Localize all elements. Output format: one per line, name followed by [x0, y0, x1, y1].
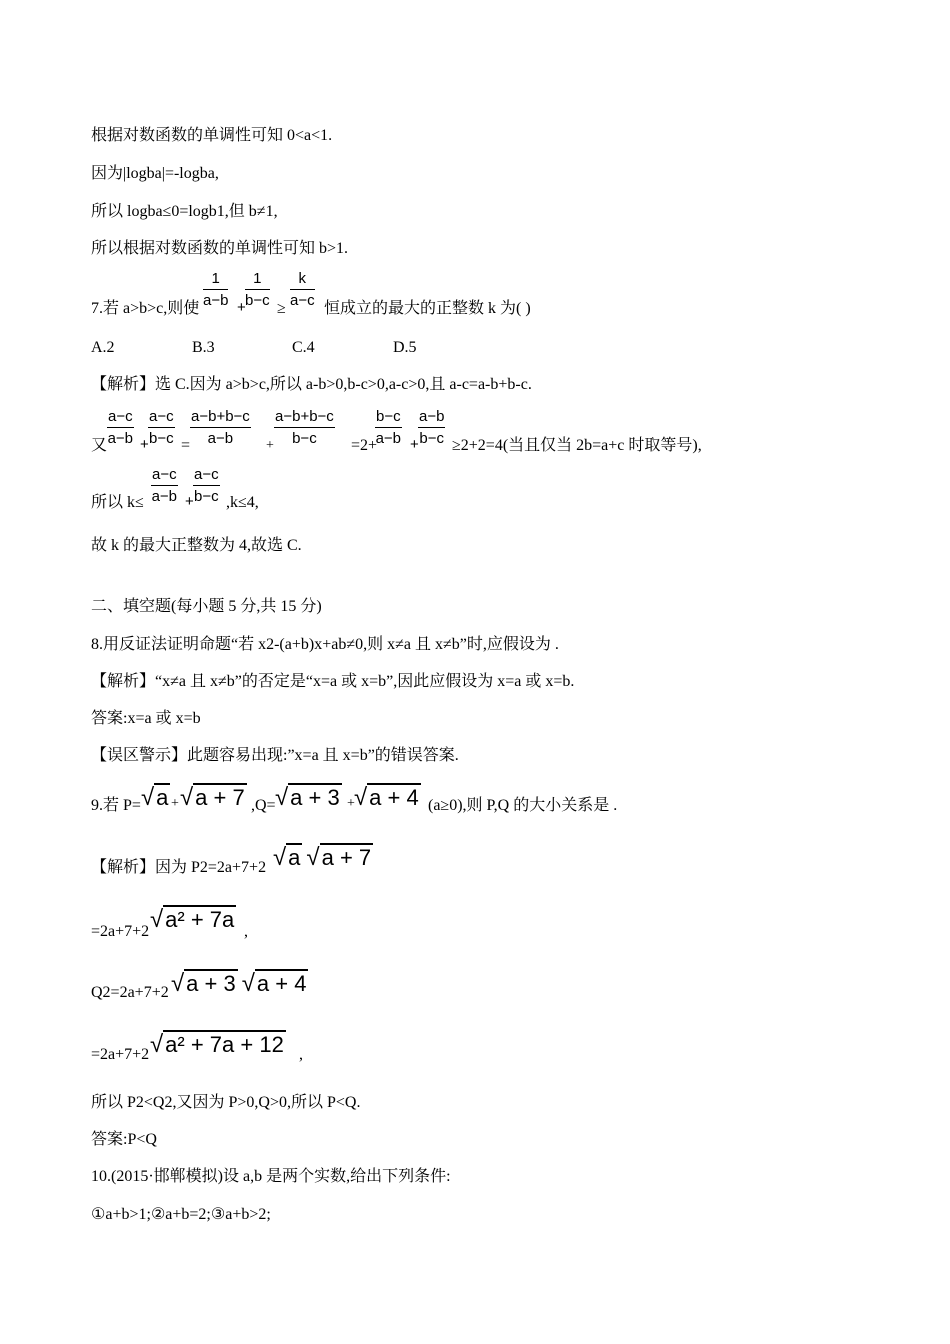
fraction: $\frac{a-c}{a-b}$	[151, 466, 178, 505]
text-fragment: ,	[244, 923, 248, 940]
text-line: 因为|logba|=-logba,	[91, 165, 219, 182]
sqrt-expression: √a + 3 √a + 4	[171, 970, 307, 997]
section-heading: 二、填空题(每小题 5 分,共 15 分)	[91, 598, 322, 615]
fraction: $\frac{k}{a-c}$	[290, 270, 315, 309]
text-line: =2a+7+2	[91, 1046, 150, 1063]
fraction: $\frac{1}{b-c}$	[245, 270, 270, 309]
text-fragment: =2+	[351, 437, 378, 454]
text-line: 所以根据对数函数的单调性可知 b>1.	[91, 240, 349, 257]
plus-sign: +	[237, 299, 246, 316]
text-fragment: 又	[91, 437, 108, 454]
option-c: C.4	[292, 339, 315, 356]
question-8: 8.用反证法证明命题“若 x2-(a+b)x+ab≠0,则 x≠a 且 x≠b”时,应假设为 .	[91, 636, 559, 653]
fraction: $\frac{1}{a-b}$	[203, 270, 229, 309]
q7-tail: 恒成立的最大的正整数 k 为( )	[324, 300, 531, 317]
q9-analysis: 【解析】因为 P2=2a+7+2	[91, 859, 267, 876]
text-line: Q2=2a+7+2	[91, 984, 169, 1001]
option-a: A.2	[91, 339, 115, 356]
fraction: $\frac{a-b}{b-c}$	[419, 408, 445, 447]
equals-sign: =	[181, 437, 191, 454]
fraction: $\frac{a-b+b-c}{a-b}$	[191, 408, 250, 447]
q7-prefix: 7.若 a>b>c,则使	[91, 300, 200, 317]
text-line: 根据对数函数的单调性可知 0<a<1.	[91, 127, 333, 144]
fraction: $\frac{a-b+b-c}{b-c}$	[275, 408, 334, 447]
text-fragment: ≥2+2=4(当且仅当 2b=a+c 时取等号),	[452, 437, 702, 454]
geq-sign: ≥	[277, 300, 286, 317]
text-line: 故 k 的最大正整数为 4,故选 C.	[91, 537, 302, 554]
plus-sign: +	[171, 796, 179, 811]
sqrt-expression: √a + 7	[180, 784, 245, 811]
q7-analysis: 【解析】选 C.因为 a>b>c,所以 a-b>0,b-c>0,a-c>0,且 a-c=a-b+b-c.	[91, 376, 532, 393]
sqrt-expression: √a	[141, 784, 169, 811]
plus-sign: +	[140, 436, 149, 453]
q10-conditions: ①a+b>1;②a+b=2;③a+b>2;	[91, 1206, 271, 1223]
sqrt-expression: √a + 4	[354, 784, 419, 811]
fraction: $\frac{b-c}{a-b}$	[375, 408, 402, 447]
q8-analysis: 【解析】“x≠a 且 x≠b”的否定是“x=a 或 x=b”,因此应假设为 x=a 或 x=b.	[91, 673, 575, 690]
text-fragment: ,k≤4,	[226, 494, 259, 511]
option-b: B.3	[192, 339, 215, 356]
text-fragment: (a≥0),则 P,Q 的大小关系是 .	[428, 797, 618, 814]
sqrt-expression: √a √a + 7	[273, 844, 372, 871]
text-line: =2a+7+2	[91, 923, 150, 940]
text-line: 所以 logba≤0=logb1,但 b≠1,	[91, 203, 278, 220]
plus-sign: +	[185, 493, 194, 510]
text-line: 所以 P2<Q2,又因为 P>0,Q>0,所以 P<Q.	[91, 1094, 361, 1111]
text-fragment: ,Q=	[251, 797, 276, 814]
plus-sign: +	[347, 796, 355, 811]
text-fragment: ,	[299, 1046, 303, 1063]
q9-answer: 答案:P<Q	[91, 1131, 157, 1148]
q9-prefix: 9.若 P=	[91, 797, 141, 814]
plus-sign: +	[266, 438, 274, 453]
sqrt-expression: √a² + 7a + 12	[150, 1031, 284, 1058]
fraction: $\frac{a-c}{a-b}$	[107, 408, 134, 447]
fraction: $\frac{a-c}{b-c}$	[194, 466, 219, 505]
fraction: $\frac{a-c}{b-c}$	[149, 408, 174, 447]
q8-answer: 答案:x=a 或 x=b	[91, 710, 201, 727]
sqrt-expression: √a + 3	[275, 784, 340, 811]
sqrt-expression: √a² + 7a	[150, 906, 235, 933]
text-fragment: 所以 k≤	[91, 494, 144, 511]
plus-sign: +	[410, 436, 419, 453]
option-d: D.5	[393, 339, 417, 356]
question-10: 10.(2015·邯郸模拟)设 a,b 是两个实数,给出下列条件:	[91, 1168, 451, 1185]
q8-warning: 【误区警示】此题容易出现:”x=a 且 x=b”的错误答案.	[91, 747, 459, 764]
